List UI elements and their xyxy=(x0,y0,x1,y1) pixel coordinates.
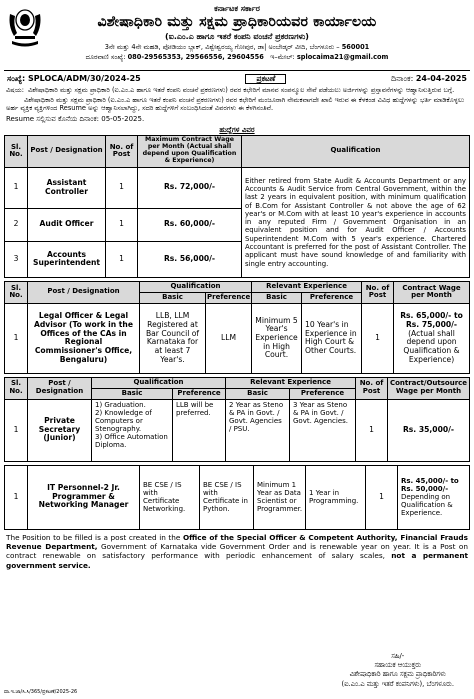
cell-count: 1 xyxy=(366,465,398,529)
reference-number: ಸಂಖ್ಯೆ: SPLOCA/ADM/30/2024-25 xyxy=(7,74,141,84)
col-exp-basic: Basic xyxy=(226,388,290,399)
office-name: ವಿಶೇಷಾಧಿಕಾರಿ ಮತ್ತು ಸಕ್ಷಮ ಪ್ರಾಧಿಕಾರಿಯವರ ಕಾರ್ಯಾಲಯ xyxy=(97,14,377,31)
signatory-office: ವಿಶೇಷಾಧಿಕಾರಿ ಹಾಗೂ ಸಕ್ಷಮ ಪ್ರಾಧಿಕಾರಿಗಳು xyxy=(349,670,446,679)
col-qual-preference: Preference xyxy=(173,388,226,399)
col-sl-no: Sl. No. xyxy=(5,281,28,303)
cell-exp-preference: 1 Year in Programming. xyxy=(306,465,366,529)
cell-count: 1 xyxy=(106,208,138,241)
signature-sd: ಸಹಿ/- xyxy=(391,652,405,660)
table-row xyxy=(5,303,470,373)
it-personnel-table xyxy=(4,465,470,530)
header-divider xyxy=(4,70,470,71)
last-date-value: 05-05-2025. xyxy=(101,114,145,123)
cell-wage: Rs. 35,000/- xyxy=(388,399,470,461)
cell-sl: 1 xyxy=(5,303,28,373)
cell-exp-basic: Minimum 5 Year's Experience in High Court. xyxy=(252,303,302,373)
wage-note: (Actual shall depend upon Qualification & Experience) xyxy=(403,328,460,364)
subject-label: ವಿಷಯ: xyxy=(6,86,25,94)
wage-note: Depending on Qualification & Experience. xyxy=(401,492,453,518)
contact-line xyxy=(4,54,470,62)
wage-amount: Rs. 45,000/- to Rs. 50,000/- xyxy=(401,476,459,493)
col-experience: Relevant Experience xyxy=(252,281,362,292)
cell-count: 1 xyxy=(356,399,388,461)
cell-exp-preference: 10 Year's in Experience in High Court & Other Courts. xyxy=(302,303,362,373)
address-text: 3ನೇ ಮತ್ತು 4ನೇ ಮಹಡಿ, ಪೋಡಿಯಂ ಬ್ಲಾಕ್, ವಿಶ್ವೇಶ್ವರಯ್ಯ ಗೋಪುರ, ಡಾ| ಅಂಬೇಡ್ಕರ್ ವೀದಿ, ಬೆಂಗಳೂರು – xyxy=(104,43,340,52)
cell-wage: Rs. 72,000/- xyxy=(138,167,242,208)
office-subtitle: (ಐ.ಎಂ.ಎ ಹಾಗೂ ಇತರೆ ಕಂಪನಿ ವಂಚನೆ ಪ್ರಕರಣಗಳು) xyxy=(165,32,309,42)
cell-post: Legal Officer & Legal Advisor (To work in the Offices of the CAs in Regional Commissioner's Office, Bengaluru) xyxy=(28,303,140,373)
cell-wage xyxy=(394,303,470,373)
cell-sl: 3 xyxy=(5,241,28,277)
cell-qual-preference: LLB will be preferred. xyxy=(173,399,226,461)
col-qualification: Qualification xyxy=(92,377,226,388)
cell-qual-basic: 1) Graduation. 2) Knowledge of Computers or Stenography. 3) Office Automation Diploma. xyxy=(92,399,173,461)
closing-text-2: Government of Karnataka vide Government Order and is renewable year on year. It is a Post on contract renewable on satisfactory performance with periodic enhancement of salary scales, xyxy=(6,541,468,561)
col-post: Post / Designation xyxy=(28,135,106,167)
email-label: ಇ–ಮೇಲ್: xyxy=(270,53,295,62)
letterhead xyxy=(4,4,470,68)
subject-text: ವಿಶೇಷಾಧಿಕಾರಿ ಮತ್ತು ಸಕ್ಷಮ ಪ್ರಾಧಿಕಾರಿ (ಐ.ಎಂ.ಎ ಹಾಗೂ ಇತರೆ ಕಂಪನಿ ವಂಚನೆ ಪ್ರಕರಣಗಳು) ರವರ ಕಛೇರಿಗೆ ಮಾನವ ಸಂಪನ್ಮೂಲ ಸೇವೆ ಪಡೆಯಲು ಅರ್ಜಿಗಳನ್ನು ಪ್ರಸ್ತಾವನೆಗಳನ್ನು ಆಹ್ವಾನಿಸುತ್ತಿರುವ ಬಗ್ಗೆ. xyxy=(28,86,455,94)
col-qual-preference: Preference xyxy=(206,292,252,303)
col-experience: Relevant Experience xyxy=(226,377,356,388)
table-row xyxy=(5,167,470,208)
closing-text-1: The Position to be filled is a post created in the xyxy=(6,532,183,542)
cell-wage xyxy=(398,465,470,529)
notice-date xyxy=(391,74,467,83)
cell-count: 1 xyxy=(106,167,138,208)
col-exp-preference: Preference xyxy=(302,292,362,303)
notice-badge: ಪ್ರಕಟಣೆ xyxy=(245,74,286,85)
government-name: ಕರ್ನಾಟಕ ಸರ್ಕಾರ xyxy=(214,4,260,13)
cell-sl: 1 xyxy=(5,167,28,208)
cell-sl: 1 xyxy=(5,399,28,461)
phone-numbers: 080-29565353, 29566556, 29604556 xyxy=(127,53,264,62)
col-wage: Contract Wage per Month xyxy=(394,281,470,303)
cell-post: Private Secretary (Junior) xyxy=(28,399,92,461)
col-sl-no: Sl. No. xyxy=(5,377,28,399)
col-qualification: Qualification xyxy=(140,281,252,292)
document-code: ವಾ.ಇ.ಜಾ/ಸಿ.ಸಿ/365/ಪ್ರಕಟಣೆ/2025-26 xyxy=(4,689,78,695)
col-post: Post / Designation xyxy=(28,281,140,303)
phone-label: ದೂರವಾಣಿ ಸಂಖ್ಯೆ: xyxy=(85,53,126,62)
accounts-posts-table xyxy=(4,135,470,278)
legal-officer-table xyxy=(4,281,470,374)
section-title: ಹುದ್ದೆಗಳ ವಿವರ xyxy=(219,125,255,134)
date-value: 24-04-2025 xyxy=(415,74,467,84)
cell-wage: Rs. 56,000/- xyxy=(138,241,242,277)
cell-sl: 2 xyxy=(5,208,28,241)
table-row xyxy=(5,465,470,529)
cell-exp-basic: Minimum 1 Year as Data Scientist or Programmer. xyxy=(254,465,306,529)
cell-qual-preference: BE CSE / IS with Certificate in Python. xyxy=(200,465,254,529)
state-emblem-icon xyxy=(6,6,44,50)
col-no-of-post: No. of Post xyxy=(106,135,138,167)
cell-post: Audit Officer xyxy=(28,208,106,241)
cell-qual-basic: LLB, LLM Registered at Bar Council of Karnataka for at least 7 Year's. xyxy=(140,303,206,373)
office-address xyxy=(4,44,470,52)
closing-bold-1: Office of the Special Officer & Competent Authority, Financial Frauds Revenue Department, xyxy=(6,532,468,551)
col-no-of-post: No. of Post xyxy=(362,281,394,303)
cell-post: IT Personnel-2 Jr. Programmer & Networking Manager xyxy=(28,465,140,529)
date-label: ದಿನಾಂಕ: xyxy=(391,74,414,84)
col-no-of-post: No. of Post xyxy=(356,377,388,399)
col-qual-basic: Basic xyxy=(140,292,206,303)
private-secretary-table xyxy=(4,377,470,462)
signatory-designation: ಸಹಾಯಕ ಆಯುಕ್ತರು xyxy=(374,661,421,670)
table-row xyxy=(5,399,470,461)
closing-paragraph xyxy=(4,533,470,570)
cell-wage: Rs. 60,000/- xyxy=(138,208,242,241)
col-post: Post / Designation xyxy=(28,377,92,399)
col-exp-preference: Preference xyxy=(290,388,356,399)
wage-amount: Rs. 65,000/- to Rs. 75,000/- xyxy=(400,311,463,329)
cell-qual-basic: BE CSE / IS with Certificate Networking. xyxy=(140,465,200,529)
last-date-label: Resume ಸಲ್ಲಿಸುವ ಕೊನೆಯ ದಿನಾಂಕ: xyxy=(6,114,100,123)
cell-count: 1 xyxy=(362,303,394,373)
cell-post: Accounts Superintendent xyxy=(28,241,106,277)
cell-qual-preference: LLM xyxy=(206,303,252,373)
letter-body: ವಿಶೇಷಾಧಿಕಾರಿ ಮತ್ತು ಸಕ್ಷಮ ಪ್ರಾಧಿಕಾರಿ (ಐ.ಎಂ.ಎ ಹಾಗೂ ಇತರೆ ಕಂಪನಿ ವಂಚನೆ ಪ್ರಕರಣಗಳು) ರವರ ಕಛೇರಿಗೆ ಮಂಜೂರಾಗಿ ನೇಮಕವಾಗದೇ ಖಾಲಿ ಇರುವ ಈ ಕೆಳಕಂಡ ವಿವಿಧ ಹುದ್ದೆಗಳನ್ನು ಭರ್ತಿ ಮಾಡಿಕೊಳ್ಳಲು ಅರ್ಹ ವ್ಯಕ್ತಿಕ ವ್ಯಕ್ತಿಗಳಿಂದ Resume ಅನ್ನು ಆಹ್ವಾನಿಸಲಾಗಿದ್ದು, ಸದರಿ ಹುದ್ದೆಗಳಿಗೆ ಸಂಬಂಧಿಸಿದಂತೆ ವಿವರಗಳು ಈ ಕೆಳಗಿನಂತಿವೆ. xyxy=(6,95,465,113)
col-exp-basic: Basic xyxy=(252,292,302,303)
subject-line xyxy=(4,86,470,95)
col-qual-basic: Basic xyxy=(92,388,173,399)
cell-exp-basic: 2 Year as Steno & PA in Govt. / Govt. Agencies / PSU. xyxy=(226,399,290,461)
col-qualification: Qualification xyxy=(242,135,470,167)
col-sl-no: Sl. No. xyxy=(5,135,28,167)
cell-count: 1 xyxy=(106,241,138,277)
signatory-office-sub: (ಐ.ಎಂ.ಎ ಮತ್ತು ಇತರೆ ಕಂಪನಿಗಳು), ಬೆಂಗಳೂರು. xyxy=(341,679,454,688)
col-wage: Maximum Contract Wage per Month (Actual shall depend upon Qualification & Experience) xyxy=(138,135,242,167)
cell-exp-preference: 3 Year as Steno & PA in Govt. / Govt. Agencies. xyxy=(290,399,356,461)
cell-post: Assistant Controller xyxy=(28,167,106,208)
signature-block xyxy=(341,652,454,689)
reference-row xyxy=(4,73,470,85)
last-date-line xyxy=(4,115,470,124)
closing-bold-2: not a permanent government service. xyxy=(6,551,468,570)
cell-qualification: Either retired from State Audit & Accounts Department or any Accounts & Audit Service from Central Government, within the last 2 years in equivalent position, with minimum qualification of B.Com for Assistant Controller & not above the age of 62 year's or M.Com with at least 10 year's experience in accounts in any reputed Firm / Government Organisation in an equivalent position and for Audit Officer / Accounts Superintendent M.Com with 5 year's experience. Chartered Accountant is preferred for the post of Assistant Controller. The applicant must have sound knowledge of and familiarity with single entry accounting. xyxy=(242,167,470,277)
email-address: splocaima21@gmail.com xyxy=(296,53,389,62)
col-wage: Contract/Outsource Wage per Month xyxy=(388,377,470,399)
address-pincode: 560001 xyxy=(341,43,370,52)
cell-sl: 1 xyxy=(5,465,28,529)
